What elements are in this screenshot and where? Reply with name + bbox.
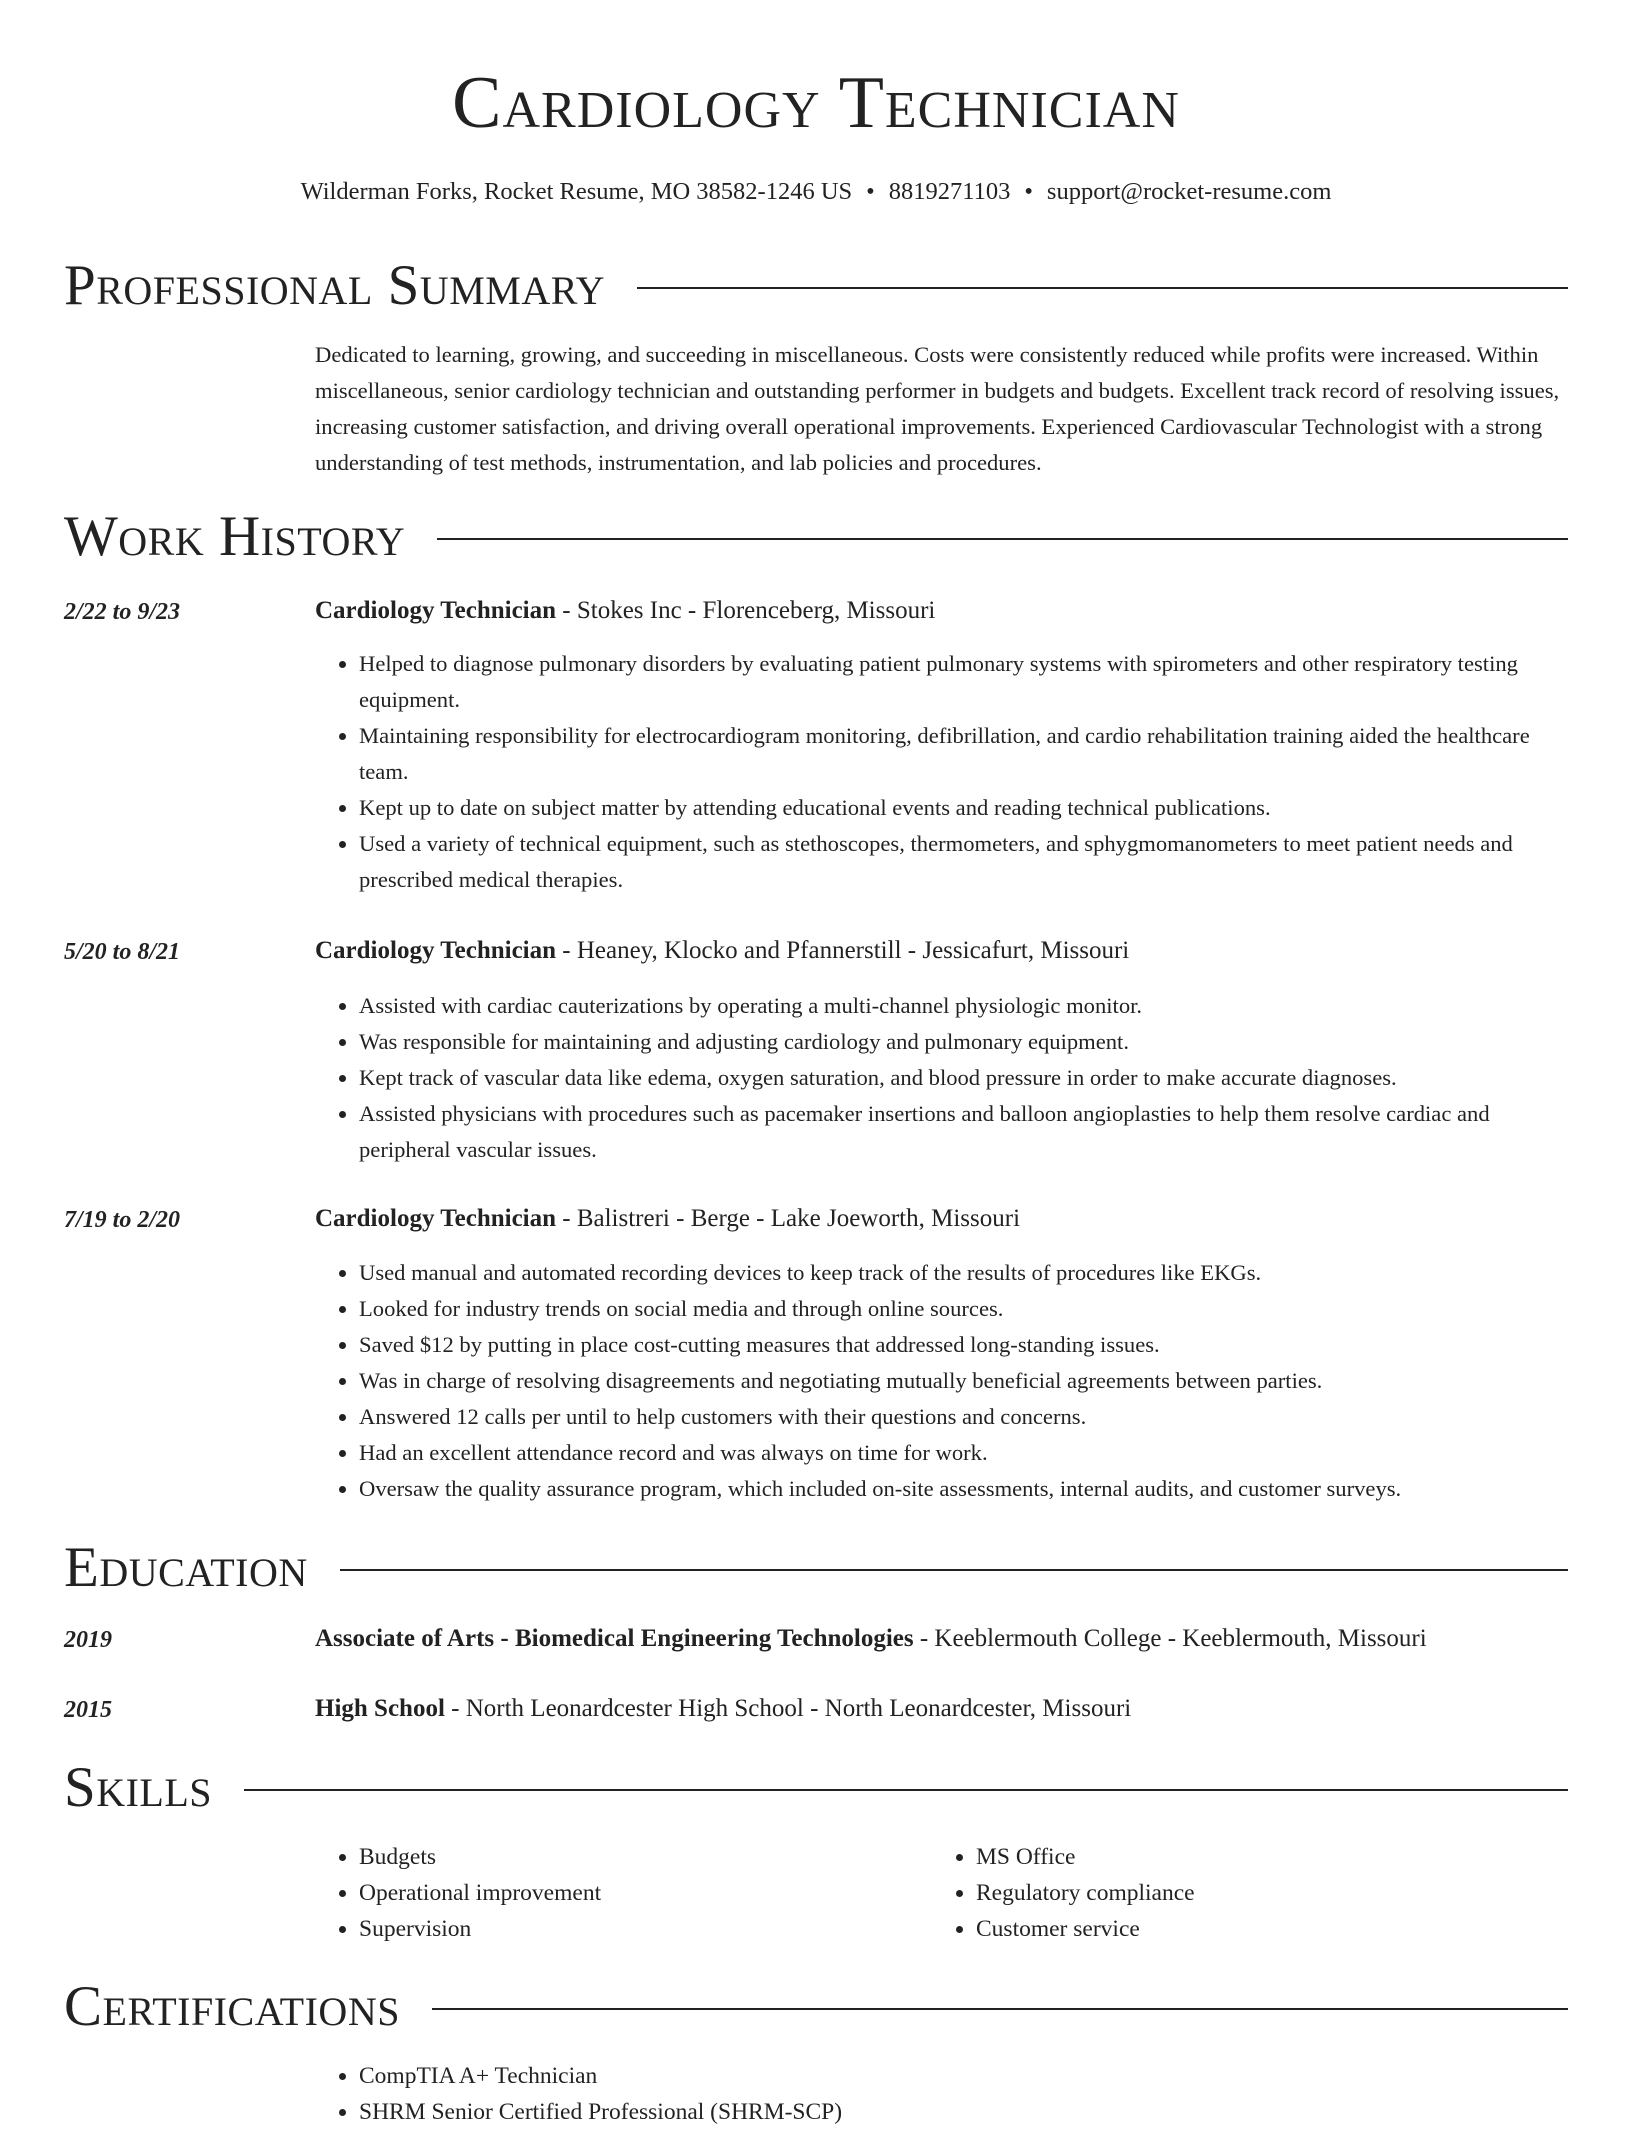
- job-heading: [315, 933, 1568, 969]
- list-item: • Operational improvement: [359, 1875, 915, 1911]
- contact-address: Wilderman Forks, Rocket Resume, MO 38582-1246 US: [300, 178, 853, 205]
- section-title: Work History: [64, 505, 406, 568]
- section-header-work-history: [64, 505, 1568, 569]
- list-item: • Regulatory compliance: [976, 1875, 1532, 1911]
- section-divider: [437, 538, 1568, 540]
- candidate-name: Cardiology Technician: [452, 62, 1180, 144]
- section-header-summary: [64, 254, 1568, 318]
- job-dates: 2/22 to 9/23: [64, 599, 181, 625]
- education-year: 2019: [64, 1627, 112, 1653]
- education-details: - Keeblermouth College - Keeblermouth, Missouri: [913, 1625, 1427, 1652]
- list-item: • Was in charge of resolving disagreements and negotiating mutually beneficial agreements between parties.: [359, 1363, 1568, 1399]
- skills-list-left: [315, 1839, 915, 1947]
- section-header-skills: [64, 1756, 1568, 1820]
- job-heading: [315, 1201, 1568, 1237]
- section-header-education: [64, 1536, 1568, 1600]
- list-item: • Looked for industry trends on social media and through online sources.: [359, 1291, 1568, 1327]
- education-year: 2015: [64, 1697, 112, 1723]
- section-divider: [340, 1569, 1568, 1571]
- job-bullets: [315, 646, 1568, 898]
- education-entry: [315, 1621, 1568, 1657]
- section-divider: [432, 2008, 1568, 2010]
- section-title: Certifications: [64, 1975, 400, 2038]
- job-role: Cardiology Technician: [315, 1205, 557, 1232]
- section-title: Professional Summary: [64, 254, 606, 317]
- job-heading: [315, 593, 1568, 629]
- list-item: • Saved $12 by putting in place cost-cutting measures that addressed long-standing issues.: [359, 1327, 1568, 1363]
- contact-email[interactable]: support@rocket-resume.com: [1046, 178, 1332, 205]
- list-item: • SHRM Senior Certified Professional (SHRM-SCP): [359, 2094, 1568, 2130]
- job-details: - Heaney, Klocko and Pfannerstill - Jessicafurt, Missouri: [556, 937, 1130, 964]
- list-item: • Answered 12 calls per until to help customers with their questions and concerns.: [359, 1399, 1568, 1435]
- list-item: • Used manual and automated recording devices to keep track of the results of procedures like EKGs.: [359, 1255, 1568, 1291]
- contact-separator: •: [1024, 178, 1033, 205]
- education-entry: [315, 1691, 1568, 1727]
- list-item: • Maintaining responsibility for electrocardiogram monitoring, defibrillation, and cardio rehabilitation training aided the healthcare team.: [359, 718, 1568, 790]
- list-item: • Oversaw the quality assurance program, which included on-site assessments, internal audits, and customer surveys.: [359, 1471, 1568, 1507]
- contact-separator: •: [866, 178, 875, 205]
- job-role: Cardiology Technician: [315, 937, 557, 964]
- contact-phone: 8819271103: [888, 178, 1011, 205]
- list-item: • Supervision: [359, 1911, 915, 1947]
- list-item: • Had an excellent attendance record and was always on time for work.: [359, 1435, 1568, 1471]
- list-item: • Budgets: [359, 1839, 915, 1875]
- job-details: - Stokes Inc - Florenceberg, Missouri: [556, 597, 936, 624]
- job-bullets: [315, 1255, 1568, 1507]
- job-dates: 7/19 to 2/20: [64, 1207, 181, 1233]
- list-item: • Was responsible for maintaining and adjusting cardiology and pulmonary equipment.: [359, 1024, 1568, 1060]
- section-title: Education: [64, 1536, 308, 1599]
- job-dates: 5/20 to 8/21: [64, 939, 181, 965]
- list-item: • Kept up to date on subject matter by attending educational events and reading technical publications.: [359, 790, 1568, 826]
- section-title: Skills: [64, 1756, 213, 1819]
- section-divider: [637, 287, 1568, 289]
- list-item: • Helped to diagnose pulmonary disorders by evaluating patient pulmonary systems with spirometers and other respiratory testing equipment.: [359, 646, 1568, 718]
- job-details: - Balistreri - Berge - Lake Joeworth, Missouri: [556, 1205, 1021, 1232]
- list-item: • Customer service: [976, 1911, 1532, 1947]
- job-bullets: [315, 988, 1568, 1168]
- education-details: - North Leonardcester High School - North Leonardcester, Missouri: [444, 1695, 1132, 1722]
- education-degree: Associate of Arts - Biomedical Engineering Technologies: [315, 1625, 914, 1652]
- certifications-list: [315, 2058, 1568, 2130]
- list-item: • Used a variety of technical equipment, such as stethoscopes, thermometers, and sphygmomanometers to meet patient needs and prescribed medical therapies.: [359, 826, 1568, 898]
- section-divider: [244, 1789, 1568, 1791]
- list-item: • Assisted physicians with procedures such as pacemaker insertions and balloon angioplasties to help them resolve cardiac and peripheral vascular issues.: [359, 1096, 1568, 1168]
- skills-list-right: [932, 1839, 1532, 1947]
- list-item: • Assisted with cardiac cauterizations by operating a multi-channel physiologic monitor.: [359, 988, 1568, 1024]
- list-item: • CompTIA A+ Technician: [359, 2058, 1568, 2094]
- list-item: • MS Office: [976, 1839, 1532, 1875]
- list-item: • Kept track of vascular data like edema, oxygen saturation, and blood pressure in order to make accurate diagnoses.: [359, 1060, 1568, 1096]
- contact-line: [64, 174, 1568, 210]
- job-role: Cardiology Technician: [315, 597, 557, 624]
- section-header-certifications: [64, 1975, 1568, 2039]
- summary-text: Dedicated to learning, growing, and succeeding in miscellaneous. Costs were consistently reduced while profits were increased. Within miscellaneous, senior cardiology technician and outstanding performer in budgets and budgets. Excellent track record of resolving issues, increasing customer satisfaction, and driving overall operational improvements. Experienced Cardiovascular Technologist with a strong understanding of test methods, instrumentation, and lab policies and procedures.: [315, 342, 1560, 475]
- education-degree: High School: [315, 1695, 445, 1722]
